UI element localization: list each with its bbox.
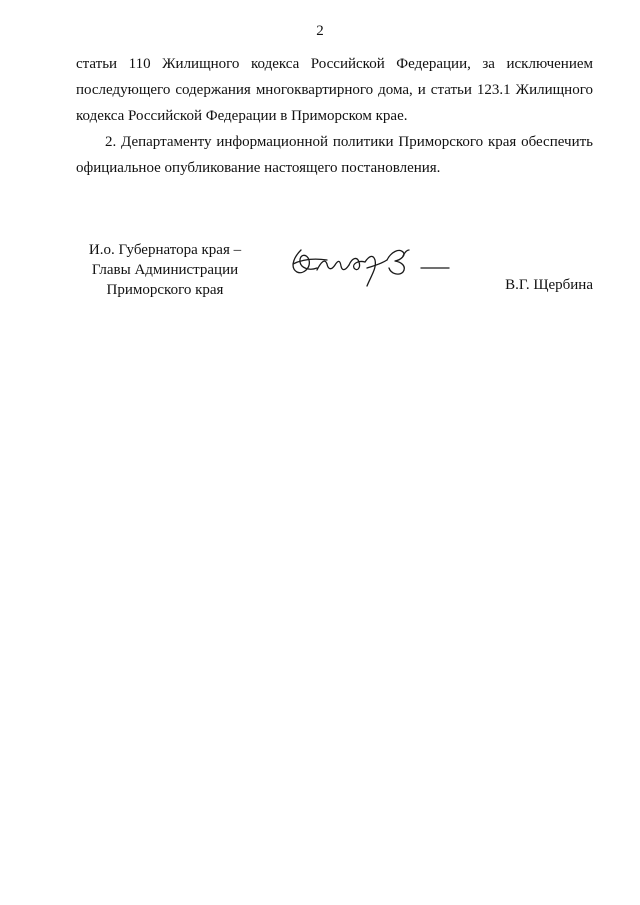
page-number: 2 xyxy=(316,23,324,39)
signature-stroke-3 xyxy=(317,261,349,270)
signatory-title-line-2: Главы Администрации xyxy=(91,262,239,278)
paragraph-1-line-1: статьи 110 Жилищного кодекса Российской Федерации, за исключением xyxy=(76,56,593,72)
paragraph-2-line-2: официальное опубликование настоящего постановления. xyxy=(76,160,441,176)
paragraph-1 xyxy=(76,51,593,129)
signature-stroke-7 xyxy=(387,250,404,274)
paragraph-2-line-1: 2. Департаменту информационной политики Приморского края обеспечить xyxy=(105,134,593,150)
signature-stroke-5 xyxy=(365,256,375,286)
signatory-title xyxy=(60,240,270,300)
paragraph-2 xyxy=(76,129,593,181)
handwritten-signature xyxy=(287,238,462,290)
signature-stroke-4 xyxy=(349,258,365,269)
signature-stroke-1 xyxy=(293,250,317,273)
signatory-title-line-3: Приморского края xyxy=(106,282,224,298)
signer-name: В.Г. Щербина xyxy=(505,277,593,293)
paragraph-1-line-2: последующего содержания многоквартирного дома, и статьи 123.1 Жилищного xyxy=(76,82,593,98)
paragraph-1-line-3: кодекса Российской Федерации в Приморском крае. xyxy=(76,108,408,124)
signatory-title-line-1: И.о. Губернатора края – xyxy=(88,242,242,258)
signature-stroke-6 xyxy=(367,260,387,268)
